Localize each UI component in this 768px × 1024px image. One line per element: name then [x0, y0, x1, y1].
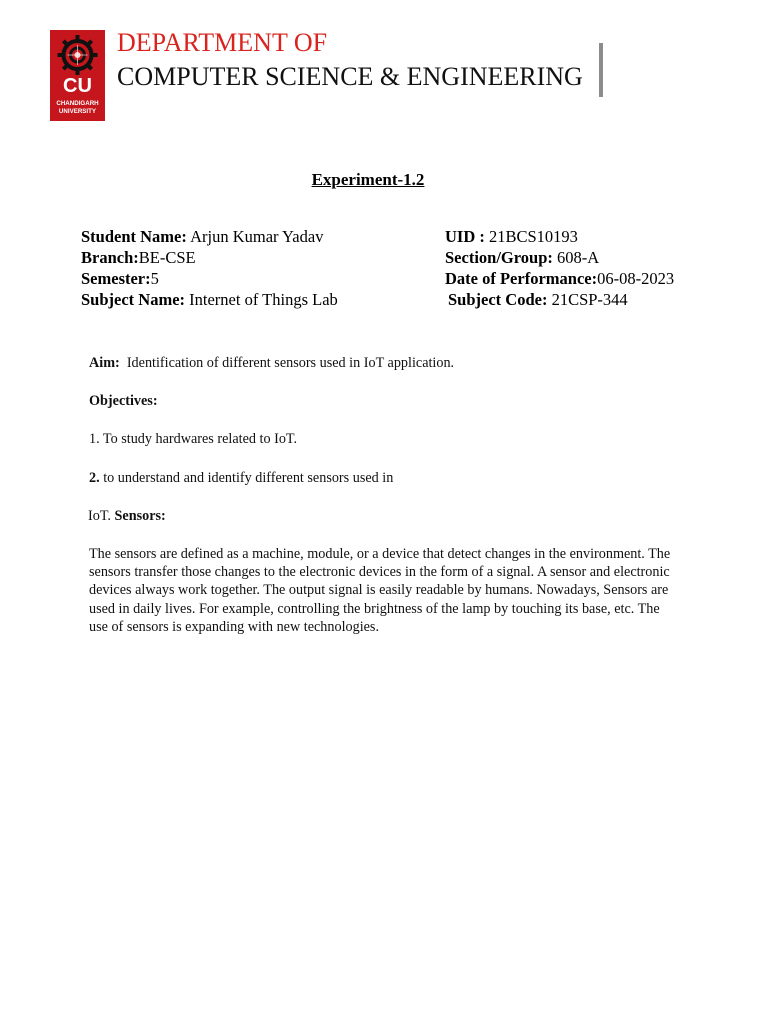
- branch-row: [81, 247, 338, 268]
- student-info-right: [445, 226, 674, 310]
- experiment-title: Experiment-1.2: [311, 170, 425, 189]
- university-logo: [50, 30, 105, 121]
- department-heading: DEPARTMENT OF: [117, 28, 328, 57]
- student-info-left: [81, 226, 338, 310]
- subject-code-label: Subject Code:: [448, 290, 548, 309]
- objective-1: 1. To study hardwares related to IoT.: [89, 431, 298, 448]
- objective-2: [89, 469, 689, 487]
- iot-prefix: IoT.: [88, 507, 115, 524]
- sensors-label: Sensors:: [114, 507, 166, 524]
- subject-code-row: [448, 289, 674, 310]
- department-name: COMPUTER SCIENCE & ENGINEERING: [117, 62, 583, 91]
- aim-text: Identification of different sensors used in IoT application.: [119, 355, 455, 371]
- logo-university-line2: UNIVERSITY: [58, 107, 97, 115]
- logo-university-line1: CHANDIGARH: [56, 100, 99, 107]
- uid-value: 21BCS10193: [484, 227, 578, 246]
- objectives-label: Objectives:: [89, 393, 158, 410]
- semester-label: Semester:: [81, 269, 151, 288]
- semester-row: [81, 268, 338, 289]
- objectives-heading: [89, 392, 689, 410]
- subject-code-value: 21CSP-344: [547, 290, 628, 309]
- objective-2-number: 2.: [89, 469, 100, 486]
- sensors-description: The sensors are defined as a machine, module, or a device that detect changes in the environment. The sensors transfer those changes to the electronic devices in the form of a signal. A sensor and electronic devices always work together. The output signal is easily readable by humans. Nowadays, Sensors are used in daily lives. For example, controlling the brightness of the lamp by touching its base, etc. The use of sensors is expanding with new technologies.: [89, 546, 671, 635]
- date-value: 06-08-2023: [597, 269, 675, 288]
- date-label: Date of Performance:: [445, 269, 598, 288]
- logo-university-name: [50, 100, 105, 115]
- sensors-heading: [88, 507, 689, 525]
- logo-initials: CU: [63, 75, 92, 97]
- branch-value: BE-CSE: [138, 248, 196, 267]
- aim-label: Aim:: [89, 355, 120, 371]
- student-name-value: Arjun Kumar Yadav: [186, 227, 324, 246]
- section-label: Section/Group:: [445, 248, 553, 267]
- section-value: 608-A: [552, 248, 600, 267]
- aim-paragraph: [89, 354, 689, 372]
- objective-2-text: to understand and identify different sensors used in: [99, 469, 394, 486]
- date-row: [445, 268, 674, 289]
- section-row: [445, 247, 674, 268]
- subject-name-row: [81, 289, 338, 310]
- subject-name-value: Internet of Things Lab: [185, 290, 338, 309]
- header-divider: [599, 43, 603, 97]
- experiment-body: [89, 354, 689, 636]
- branch-label: Branch:: [81, 248, 139, 267]
- student-name-label: Student Name:: [81, 227, 187, 246]
- semester-value: 5: [150, 269, 159, 288]
- uid-row: [445, 226, 674, 247]
- student-name-row: [81, 226, 338, 247]
- subject-name-label: Subject Name:: [81, 290, 186, 309]
- uid-label: UID :: [445, 227, 485, 246]
